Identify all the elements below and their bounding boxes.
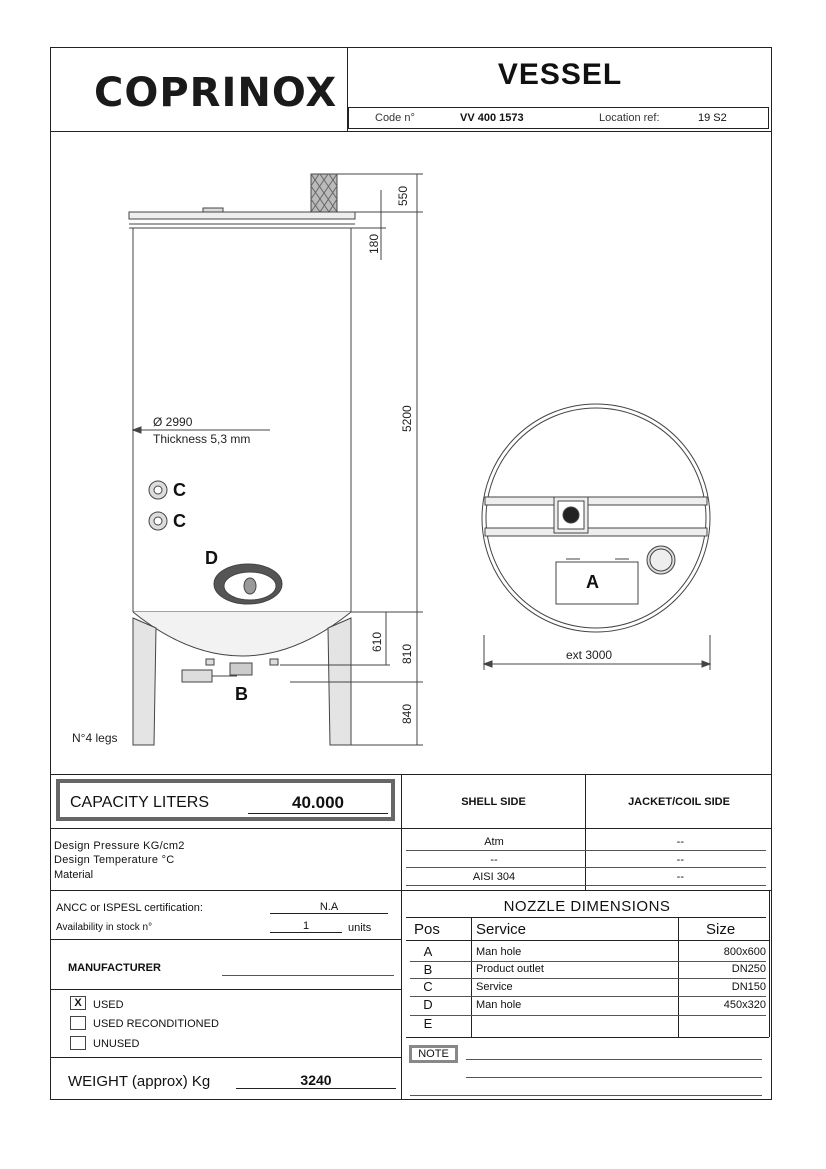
label-d: D [205, 548, 218, 568]
nozzle-table-bottom [406, 1037, 769, 1038]
certification-label: ANCC or ISPESL certification: [56, 902, 203, 914]
nozzle-header-size: Size [706, 921, 736, 938]
design-temperature-jacket: -- [676, 854, 684, 866]
sides-divider [585, 774, 586, 890]
nozzle-title-rule [406, 917, 766, 918]
used-checkbox[interactable]: X [70, 996, 86, 1010]
capacity-label: CAPACITY LITERS [70, 794, 209, 811]
nozzle-rule-1 [410, 961, 766, 962]
nozzle-rule-2 [410, 978, 766, 979]
nozzle-right-border [769, 890, 770, 1037]
nozzle-row-b-pos: B [423, 962, 433, 977]
diameter-label: Ø 2990 [153, 415, 193, 429]
jacket-side-header: JACKET/COIL SIDE [628, 796, 730, 808]
capacity-bottom-line [50, 828, 772, 829]
design-rule-3 [406, 885, 766, 886]
nozzle-row-a-size: 800x600 [723, 946, 766, 958]
document-title: VESSEL [497, 58, 623, 91]
design-temperature-shell: -- [490, 854, 498, 866]
unused-checkbox[interactable] [70, 1036, 86, 1050]
design-pressure-label: Design Pressure KG/cm2 [54, 840, 185, 852]
code-label: Code n° [375, 112, 415, 124]
capacity-value: 40.000 [248, 793, 388, 814]
nozzle-row-d-size: 450x320 [723, 999, 766, 1011]
material-shell: AISI 304 [472, 871, 516, 883]
nozzle-table-title: NOZZLE DIMENSIONS [503, 898, 671, 915]
stock-unit: units [348, 922, 372, 934]
nozzle-row-c-pos: C [423, 979, 433, 994]
dim-180: 180 [367, 233, 381, 254]
nozzle-row-d-service: Man hole [476, 999, 522, 1011]
material-jacket: -- [676, 871, 684, 883]
company-logo: COPRINOX [94, 70, 338, 116]
note-line-2 [466, 1077, 762, 1078]
nozzle-rule-4 [410, 1015, 766, 1016]
dim-610: 610 [370, 631, 384, 652]
stock-label: Availability in stock n° [56, 922, 153, 933]
design-rule-2 [406, 867, 766, 868]
nozzle-row-c-size: DN150 [731, 981, 766, 993]
weight-label: WEIGHT (approx) Kg [68, 1073, 211, 1090]
condition-bottom-line [50, 1057, 401, 1058]
manufacturer-label: MANUFACTURER [68, 962, 161, 974]
nozzle-row-a-pos: A [423, 944, 433, 959]
label-c-2: C [173, 511, 186, 531]
dim-5200: 5200 [400, 405, 414, 432]
note-label: NOTE [409, 1045, 458, 1063]
note-line-1 [466, 1059, 762, 1060]
nozzle-header-pos: Pos [414, 921, 440, 938]
location-value: 19 S2 [698, 112, 727, 124]
dim-550: 550 [396, 185, 410, 206]
legs-label: N°4 legs [72, 731, 118, 745]
location-label: Location ref: [599, 112, 660, 124]
table-top-line [50, 774, 772, 775]
nozzle-row-e-pos: E [423, 1016, 433, 1031]
plan-label-a: A [586, 572, 599, 592]
nozzle-pos-divider [471, 917, 472, 1037]
used-label: USED [93, 999, 124, 1011]
nozzle-row-c-service: Service [476, 981, 513, 993]
weight-value: 3240 [236, 1072, 396, 1089]
thickness-label: Thickness 5,3 mm [153, 432, 251, 446]
table-center-divider [401, 774, 402, 1100]
design-temperature-label: Design Temperature °C [54, 854, 175, 866]
used-reconditioned-checkbox[interactable] [70, 1016, 86, 1030]
ext-diameter-label: ext 3000 [566, 648, 613, 662]
unused-label: UNUSED [93, 1038, 140, 1050]
nozzle-size-divider [678, 917, 679, 1037]
nozzle-row-b-size: DN250 [731, 963, 766, 975]
design-rule-1 [406, 850, 766, 851]
design-pressure-jacket: -- [676, 836, 684, 848]
used-reconditioned-label: USED RECONDITIONED [93, 1018, 219, 1030]
manufacturer-bottom-line [50, 989, 401, 990]
nozzle-row-a-service: Man hole [476, 946, 522, 958]
note-line-3 [410, 1095, 762, 1096]
nozzle-header-rule [406, 940, 769, 941]
stock-value: 1 [270, 920, 342, 933]
shell-side-header: SHELL SIDE [461, 796, 526, 808]
dim-840: 840 [400, 703, 414, 724]
code-value: VV 400 1573 [460, 112, 524, 124]
capacity-box [56, 779, 395, 821]
certification-value: N.A [270, 901, 388, 914]
nozzle-row-d-pos: D [423, 997, 433, 1012]
manufacturer-value [222, 961, 394, 976]
design-bottom-line [50, 890, 772, 891]
design-pressure-shell: Atm [484, 836, 504, 848]
dim-810: 810 [400, 643, 414, 664]
label-c-1: C [173, 480, 186, 500]
nozzle-header-service: Service [476, 921, 527, 938]
certification-bottom-line [50, 939, 401, 940]
material-label: Material [54, 869, 94, 881]
label-b: B [235, 684, 248, 704]
nozzle-rule-3 [410, 996, 766, 997]
nozzle-row-b-service: Product outlet [476, 963, 544, 975]
